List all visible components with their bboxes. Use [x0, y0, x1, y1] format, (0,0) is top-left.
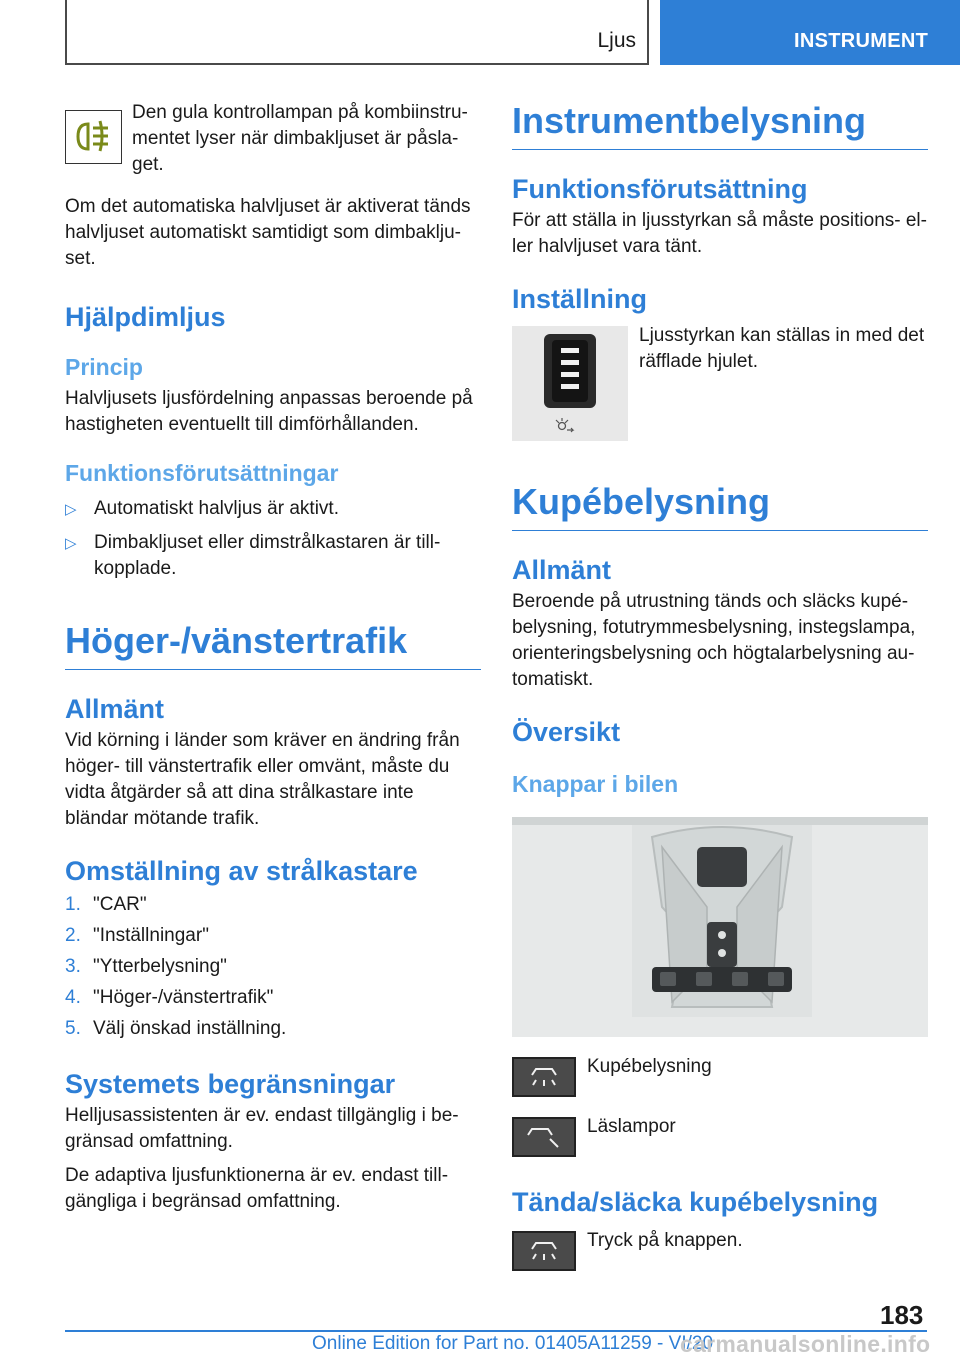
heading-hoger-vanstertrafik: Höger-/vänstertrafik: [65, 620, 481, 670]
auto-halvljus-text: Om det automatiska halvljuset är aktiverat tänds halvljuset automatiskt samtidigt som dimbakljuset.: [65, 196, 471, 269]
tanda-text: Tryck på knappen.: [587, 1230, 743, 1251]
reading-light-icon: [512, 1117, 576, 1157]
heading-tanda-slacka: Tända/släcka kupébelysning: [512, 1187, 879, 1217]
list-item: 2. "Inställningar": [65, 925, 209, 946]
kupe-allmant-text: Beroende på utrustning tänds och släcks kupébelysning, fotutrymmesbelysning, instegslampa, orienteringsbelysning och högtalarbelysning automatiskt.: [512, 591, 916, 690]
funk-list: [65, 496, 481, 582]
laslampor-label: Läslampor: [587, 1116, 676, 1137]
list-item: 1. "CAR": [65, 894, 147, 915]
foglight-indicator-row: [65, 100, 481, 178]
list-item: 5. Välj önskad inställning.: [65, 1018, 287, 1039]
heading-funktionsforutsattningar: Funktionsförutsättningar: [65, 460, 339, 486]
list-item: ▷ Dimbakljuset eller dimstrålkastaren är tillkopplade.: [65, 532, 441, 579]
omstallning-steps: [65, 892, 481, 1047]
header-section: Ljus: [597, 29, 636, 52]
left-column: [65, 100, 481, 1215]
foglight-text: Den gula kontrollampan på kombiinstrumentet lyser när dimbakljuset är påslaget.: [132, 102, 468, 175]
heading-knappar-i-bilen: Knappar i bilen: [512, 771, 679, 797]
right-column: [512, 100, 928, 1271]
list-item: 3. "Ytterbelysning": [65, 956, 227, 977]
list-item: 4. "Höger-/vänstertrafik": [65, 987, 274, 1008]
funk-text: För att ställa in ljusstyrkan så måste positions- eller halvljuset vara tänt.: [512, 210, 927, 257]
heading-allmant: Allmänt: [65, 694, 165, 724]
heading-princip: Princip: [65, 354, 143, 380]
triangle-bullet-icon: ▷: [65, 501, 77, 518]
dimmer-wheel-image: [512, 326, 628, 441]
heading-oversikt: Översikt: [512, 717, 621, 747]
rear-fog-light-icon: [65, 110, 122, 164]
heading-installning: Inställning: [512, 284, 647, 314]
page-number: 183: [880, 1300, 924, 1330]
list-item: ▷ Automatiskt halvljus är aktivt.: [65, 496, 481, 522]
heading-instrumentbelysning: Instrumentbelysning: [512, 100, 928, 150]
system-text-2: De adaptiva ljusfunktionerna är ev. endast tillgängliga i begränsad omfattning.: [65, 1165, 449, 1212]
heading-systemets-begransningar: Systemets begränsningar: [65, 1069, 396, 1099]
roof-console-image: [512, 817, 928, 1037]
heading-hjalpdimljus: Hjälpdimljus: [65, 302, 226, 332]
header-chapter: INSTRUMENT: [660, 0, 960, 65]
installning-text: Ljusstyrkan kan ställas in med det räfflade hjulet.: [639, 325, 925, 372]
tanda-button-row: [512, 1231, 928, 1271]
triangle-bullet-icon: ▷: [65, 535, 77, 552]
footer-edition: Online Edition for Part no. 01405A11259 - VI/20: [312, 1333, 714, 1354]
allmant-text: Vid körning i länder som kräver en ändring från höger- till vänstertrafik eller omvänt, måste du vidta åtgärder så att dina strålkastare inte bländar mötande trafik.: [65, 730, 460, 829]
heading-funktionsforutsattning: Funktionsförutsättning: [512, 174, 808, 204]
dimmer-wheel-row: [512, 326, 928, 441]
kupebelysning-button-row: [512, 1057, 928, 1097]
interior-light-icon: [512, 1057, 576, 1097]
interior-light-icon: [512, 1231, 576, 1271]
system-text-1: Helljusassistenten är ev. endast tillgänglig i begränsad omfattning.: [65, 1105, 459, 1152]
heading-allmant-right: Allmänt: [512, 555, 612, 585]
heading-omstallning: Omställning av strålkastare: [65, 856, 418, 886]
laslampor-button-row: [512, 1117, 928, 1157]
princip-text: Halvljusets ljusfördelning anpassas beroende på hastigheten eventuellt till dimförhållanden.: [65, 388, 473, 435]
watermark: carmanualsonline.info: [680, 1331, 931, 1357]
heading-kupebelysning: Kupébelysning: [512, 481, 928, 531]
kupebelysning-label: Kupébelysning: [587, 1056, 712, 1077]
